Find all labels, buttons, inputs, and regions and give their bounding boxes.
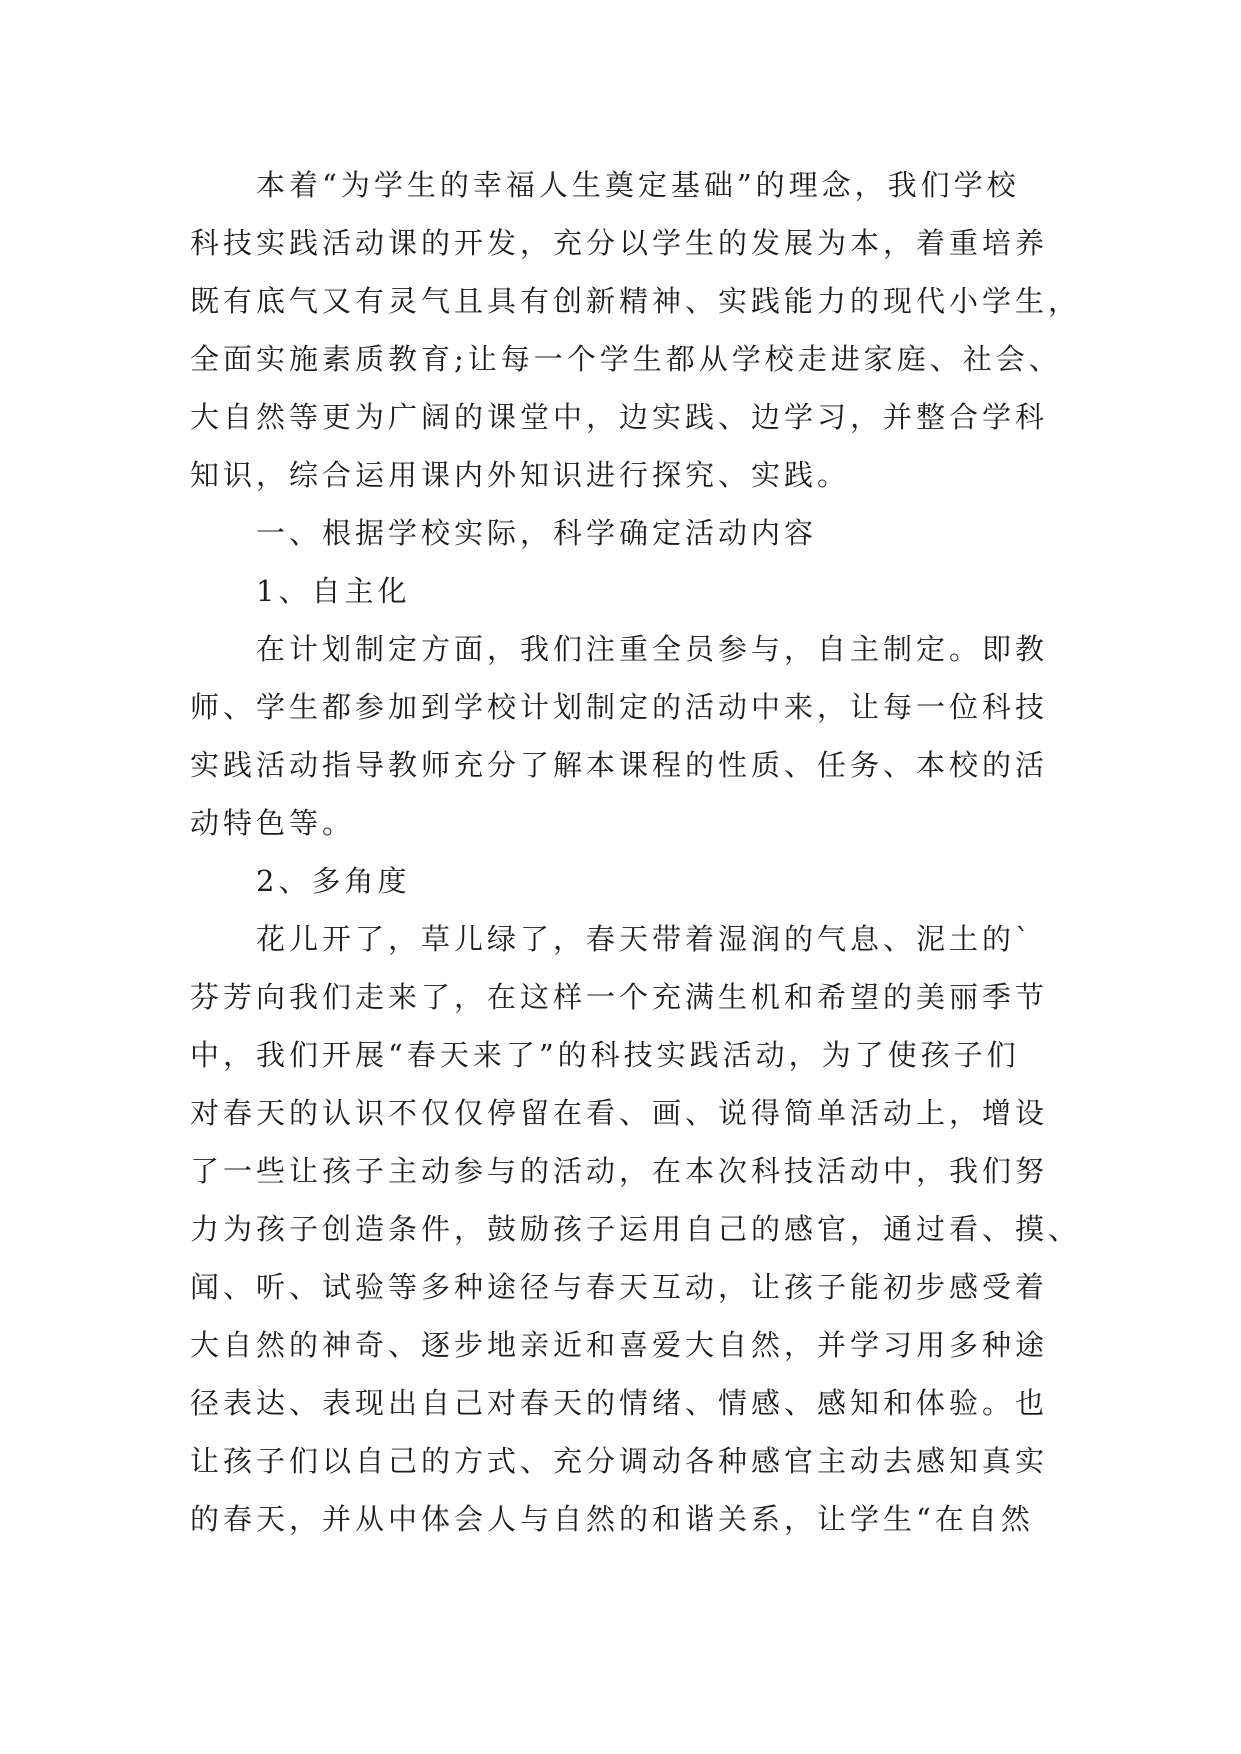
- text-line: 芬芳向我们走来了，在这样一个充满生机和希望的美丽季节: [190, 980, 1049, 1014]
- section-heading: [190, 504, 1190, 562]
- paragraph-planning: [190, 620, 1190, 852]
- text-line: 力为孩子创造条件，鼓励孩子运用自己的感官，通过看、摸、: [190, 1212, 1082, 1246]
- text-line: 径表达、表现出自己对春天的情绪、情感、感知和体验。也: [190, 1386, 1049, 1420]
- text-line: 科技实践活动课的开发，充分以学生的发展为本，着重培养: [190, 226, 1049, 260]
- subsection-heading-1: [190, 562, 1190, 620]
- text-line: 师、学生都参加到学校计划制定的活动中来，让每一位科技: [190, 690, 1049, 724]
- text-line: 闻、听、试验等多种途径与春天互动，让孩子能初步感受着: [190, 1270, 1049, 1304]
- text-line: 全面实施素质教育;让每一个学生都从学校走进家庭、社会、: [190, 342, 1062, 376]
- text-line: 的春天，并从中体会人与自然的和谐关系，让学生“在自然: [190, 1502, 1034, 1536]
- text-line: 花儿开了，草儿绿了，春天带着湿润的气息、泥土的`: [256, 922, 1034, 956]
- text-line: 本着“为学生的幸福人生奠定基础”的理念，我们学校: [256, 168, 1020, 202]
- text-line: 在计划制定方面，我们注重全员参与，自主制定。即教: [256, 632, 1049, 666]
- subsection-heading-2: [190, 852, 1190, 910]
- text-line: 实践活动指导教师充分了解本课程的性质、任务、本校的活: [190, 748, 1049, 782]
- text-line: 让孩子们以自己的方式、充分调动各种感官主动去感知真实: [190, 1444, 1049, 1478]
- text-line: 知识，综合运用课内外知识进行探究、实践。: [190, 458, 851, 492]
- text-line: 动特色等。: [190, 806, 356, 840]
- text-line: 大自然的神奇、逐步地亲近和喜爱大自然，并学习用多种途: [190, 1328, 1049, 1362]
- text-line: 既有底气又有灵气且具有创新精神、实践能力的现代小学生，: [190, 284, 1082, 318]
- paragraph-spring: [190, 910, 1190, 1548]
- text-line: 中，我们开展“春天来了”的科技实践活动，为了使孩子们: [190, 1038, 1020, 1072]
- paragraph-intro: [190, 156, 1190, 504]
- document-body: [190, 156, 1190, 1548]
- subsection-heading-text: 2、多角度: [256, 864, 411, 898]
- text-line: 了一些让孩子主动参与的活动，在本次科技活动中，我们努: [190, 1154, 1049, 1188]
- subsection-heading-text: 1、自主化: [256, 574, 411, 608]
- section-heading-text: 一、根据学校实际，科学确定活动内容: [256, 516, 818, 550]
- text-line: 大自然等更为广阔的课堂中，边实践、边学习，并整合学科: [190, 400, 1049, 434]
- text-line: 对春天的认识不仅仅停留在看、画、说得简单活动上，增设: [190, 1096, 1049, 1130]
